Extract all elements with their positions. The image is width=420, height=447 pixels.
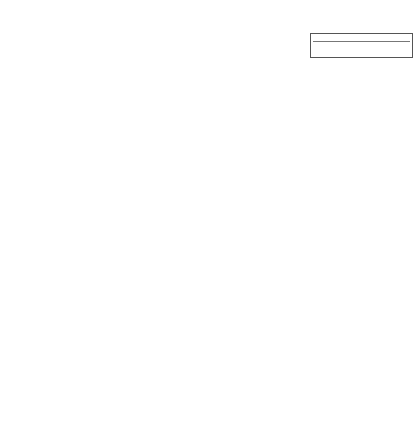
champion-name-line xyxy=(313,41,410,42)
champion-box xyxy=(310,33,413,58)
